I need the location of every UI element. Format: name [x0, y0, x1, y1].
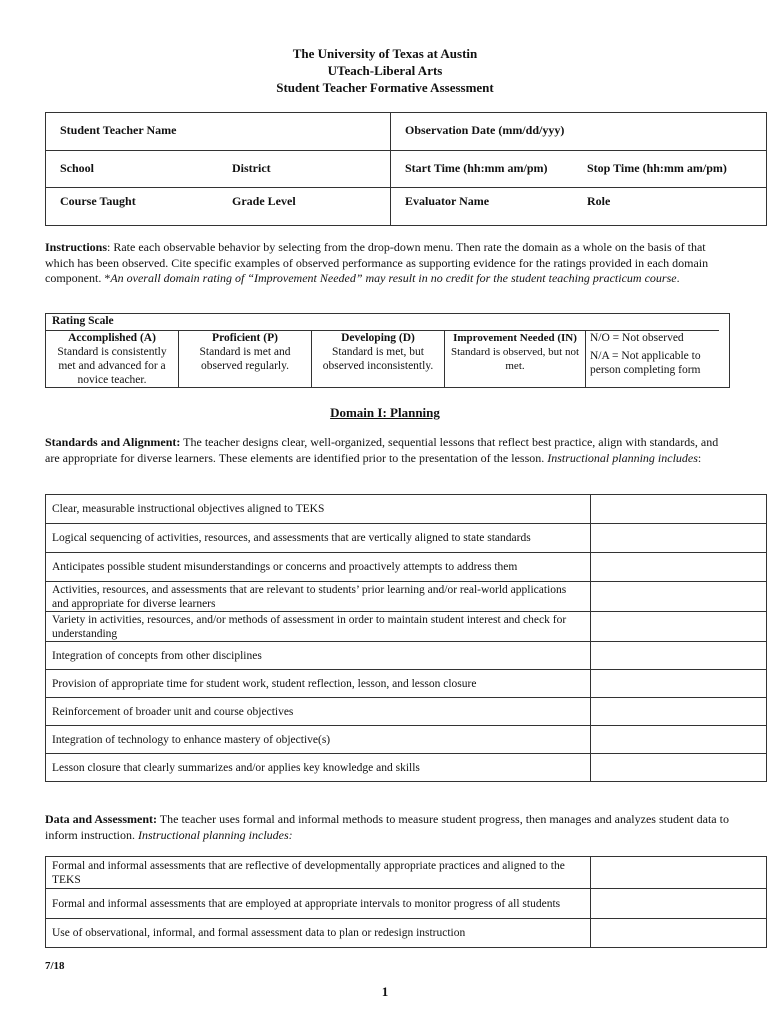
- rating-dropdown[interactable]: [591, 670, 767, 698]
- rating-dropdown[interactable]: [591, 726, 767, 754]
- stop-time-field[interactable]: Stop Time (hh:mm am/pm): [587, 160, 727, 175]
- district-field[interactable]: District: [232, 160, 271, 175]
- program-title: UTeach-Liberal Arts: [327, 63, 443, 78]
- not-applicable-note: N/A = Not applicable to person completing form: [590, 350, 701, 376]
- table-row-label: Activities, resources, and assessments that are relevant to students’ prior learning and/or real-world applications and appropriate for diverse learners: [46, 582, 591, 612]
- standards-paragraph: [45, 435, 735, 466]
- table-row-label: Use of observational, informal, and formal assessment data to plan or redesign instruction: [46, 919, 591, 948]
- rating-dropdown[interactable]: [591, 919, 767, 948]
- table-row-label: Integration of concepts from other disciplines: [46, 642, 591, 670]
- rating-head: Proficient (P): [212, 332, 278, 344]
- course-taught-field[interactable]: Course Taught: [60, 194, 136, 209]
- table-row-label: Lesson closure that clearly summarizes and/or applies key knowledge and skills: [46, 754, 591, 782]
- rating-dropdown[interactable]: [591, 495, 767, 524]
- table-row-label: Clear, measurable instructional objectives aligned to TEKS: [46, 495, 591, 524]
- rating-accomplished: [46, 330, 179, 387]
- table-row-label: Formal and informal assessments that are reflective of developmentally appropriate practices and aligned to the TEKS: [46, 857, 591, 889]
- table-row-label: Provision of appropriate time for student work, student reflection, lesson, and lesson closure: [46, 670, 591, 698]
- evaluator-name-field[interactable]: Evaluator Name: [405, 194, 490, 209]
- data-assessment-label: Data and Assessment:: [45, 812, 158, 826]
- rating-desc: Standard is observed, but not met.: [450, 346, 579, 372]
- rating-dropdown[interactable]: [591, 889, 767, 919]
- rating-scale-title: Rating Scale: [52, 315, 114, 327]
- data-assessment-text: The teacher uses formal and informal methods to measure student progress, then manages and analyzes student data to inform instruction.: [45, 812, 729, 842]
- page-number: 1: [381, 984, 389, 999]
- instructions-end: .: [676, 271, 680, 285]
- instructions-label: Instructions: [45, 240, 108, 254]
- rating-dropdown[interactable]: [591, 553, 767, 582]
- rating-dropdown[interactable]: [591, 612, 767, 642]
- start-time-field[interactable]: Start Time (hh:mm am/pm): [405, 160, 548, 175]
- standards-label: Standards and Alignment:: [45, 435, 181, 449]
- table-row-label: Logical sequencing of activities, resources, and assessments that are vertically aligned to state standards: [46, 524, 591, 553]
- rating-dropdown[interactable]: [591, 698, 767, 726]
- standards-end: :: [697, 450, 702, 465]
- rating-dropdown[interactable]: [591, 582, 767, 612]
- data-assessment-paragraph: [45, 812, 735, 843]
- domain-title: Domain I: Planning: [330, 405, 440, 420]
- rating-na-no: [586, 330, 719, 387]
- student-info-table: [45, 112, 767, 226]
- table-row-label: Variety in activities, resources, and/or methods of assessment in order to maintain student interest and check for understanding: [46, 612, 591, 642]
- instructions-text: : Rate each observable behavior by selecting from the drop-down menu. Then rate the domain as a whole on the basis of that which has been observed. Cite specific examples of observed performance as supporting evidence for the ratings provided in each domain component. *: [45, 240, 709, 285]
- rating-dropdown[interactable]: [591, 857, 767, 889]
- standards-text: The teacher designs clear, well-organized, sequential lessons that reflect best practice, align with standards, and are appropriate for diverse learners. These elements are identified prior to the presentation of the lesson.: [45, 435, 719, 465]
- rating-dropdown[interactable]: [591, 524, 767, 553]
- observation-date-field[interactable]: Observation Date (mm/dd/yyy): [405, 123, 565, 137]
- rating-proficient: [179, 330, 312, 387]
- rating-scale: [45, 313, 730, 388]
- form-title: Student Teacher Formative Assessment: [276, 80, 494, 95]
- table-row-label: Reinforcement of broader unit and course objectives: [46, 698, 591, 726]
- standards-items-table: [45, 494, 767, 782]
- rating-desc: Standard is met and observed regularly.: [199, 346, 291, 372]
- rating-desc: Standard is consistently met and advanced for a novice teacher.: [57, 346, 167, 386]
- not-observed-note: N/O = Not observed: [590, 332, 684, 344]
- data-assessment-italic: Instructional planning includes:: [138, 827, 293, 842]
- school-field[interactable]: School: [60, 160, 95, 175]
- instructions-warning: An overall domain rating of “Improvement Needed” may result in no credit for the student teaching practicum course: [110, 271, 677, 285]
- rating-head: Improvement Needed (IN): [453, 332, 577, 344]
- rating-head: Accomplished (A): [68, 332, 156, 344]
- rating-developing: [312, 330, 445, 387]
- table-row-label: Anticipates possible student misunderstandings or concerns and proactively attempts to address them: [46, 553, 591, 582]
- version-footer: 7/18: [45, 960, 65, 972]
- rating-desc: Standard is met, but observed inconsistently.: [322, 346, 434, 372]
- university-title: The University of Texas at Austin: [292, 46, 478, 61]
- grade-level-field[interactable]: Grade Level: [232, 194, 296, 209]
- table-row-label: Formal and informal assessments that are employed at appropriate intervals to monitor progress of all students: [46, 889, 591, 919]
- student-teacher-name-field[interactable]: Student Teacher Name: [60, 123, 177, 137]
- rating-dropdown[interactable]: [591, 754, 767, 782]
- rating-head: Developing (D): [341, 332, 415, 344]
- rating-dropdown[interactable]: [591, 642, 767, 670]
- role-field[interactable]: Role: [587, 194, 611, 209]
- data-assessment-items-table: [45, 856, 767, 948]
- instructions: [45, 240, 725, 287]
- standards-italic: Instructional planning includes: [547, 450, 698, 465]
- rating-improvement-needed: [445, 330, 586, 387]
- table-row-label: Integration of technology to enhance mastery of objective(s): [46, 726, 591, 754]
